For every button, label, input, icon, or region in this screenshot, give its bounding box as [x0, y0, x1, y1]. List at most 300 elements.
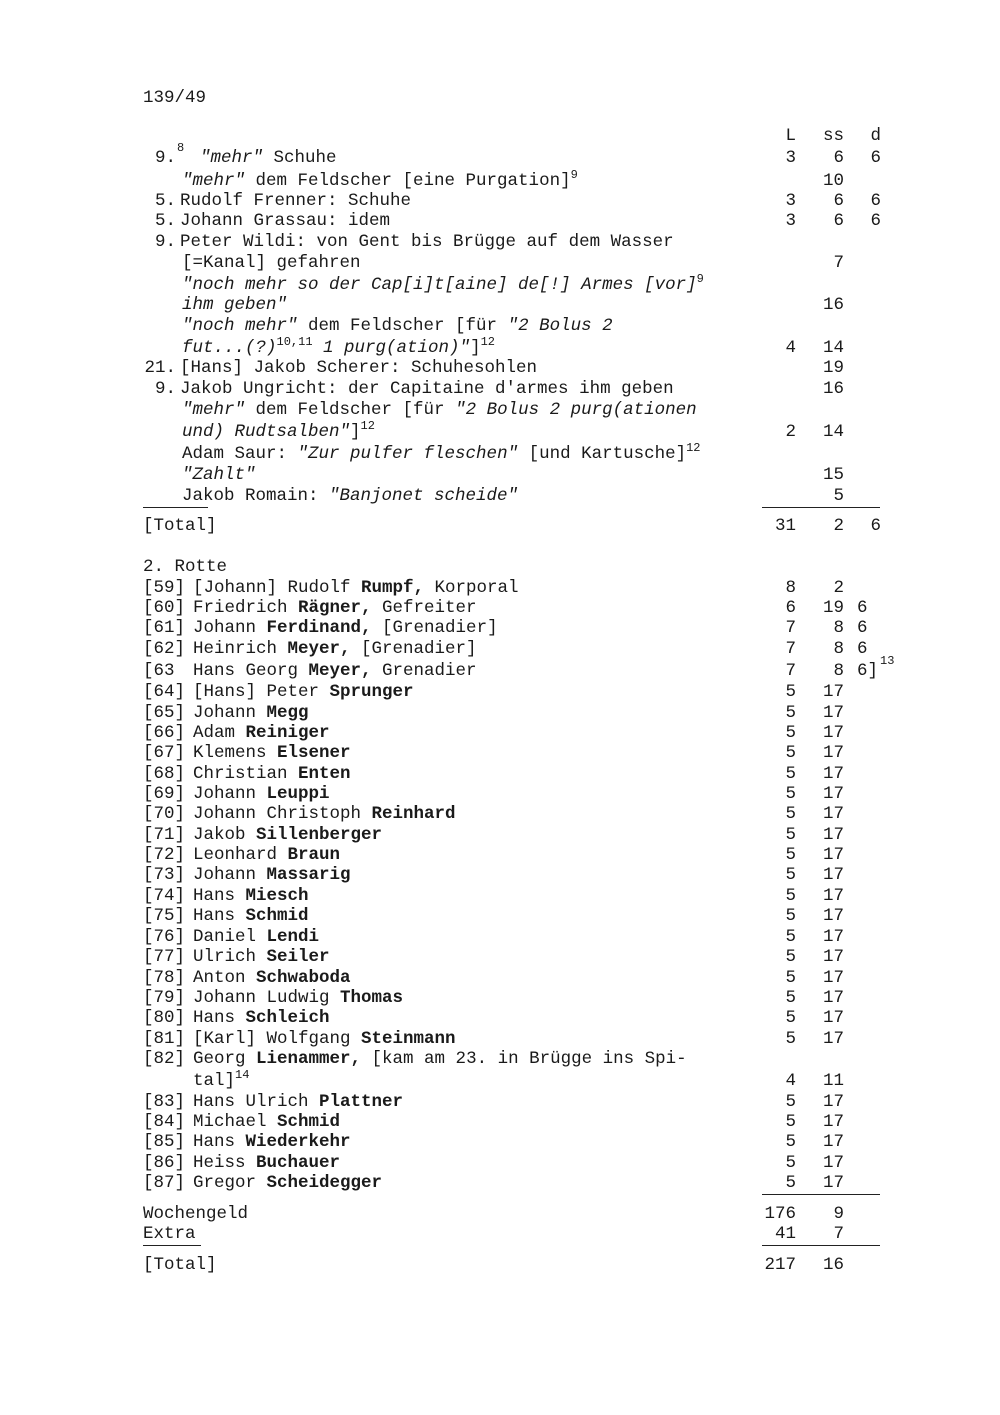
- entry-index-footnote: 8: [177, 141, 185, 155]
- roster-row: [0, 947, 1000, 967]
- entry-plain: dem Feldscher [für: [297, 316, 508, 336]
- entry-text: [182, 272, 704, 295]
- amount-d: 6: [870, 211, 881, 231]
- amount-L: 5: [785, 886, 796, 906]
- entry-text: [182, 441, 701, 464]
- entry-plain: dem Feldscher [eine Purgation]: [245, 171, 571, 191]
- roster-number: [69]: [143, 784, 186, 804]
- entry-italic: fut...(?): [182, 338, 277, 358]
- amount-L: 5: [785, 743, 796, 763]
- amount-ss: 6: [833, 211, 844, 231]
- roster-given-name: Johann: [193, 703, 267, 723]
- entry-row: [0, 232, 1000, 252]
- roster-number: [63: [143, 661, 175, 681]
- amount-L: 5: [785, 988, 796, 1008]
- roster-row: [0, 703, 1000, 723]
- roster-surname: Elsener: [277, 743, 351, 763]
- entry-row: [0, 191, 1000, 211]
- roster-row: [0, 598, 1000, 618]
- footnote-ref: 10,11: [276, 335, 313, 349]
- roster-number: [64]: [143, 682, 186, 702]
- roster-row: [0, 825, 1000, 845]
- roster-row: [0, 1173, 1000, 1193]
- entry-plain: ]: [350, 422, 361, 442]
- roster-number: [61]: [143, 618, 186, 638]
- roster-number: [83]: [143, 1092, 186, 1112]
- amount-L: 5: [785, 865, 796, 885]
- col-header-ss: ss: [822, 126, 844, 146]
- roster-surname: Lendi: [266, 927, 320, 947]
- entry-text: [180, 379, 674, 399]
- extra-ss: 7: [833, 1224, 844, 1244]
- amount-d: 6: [870, 148, 881, 168]
- roster-number: [85]: [143, 1132, 186, 1152]
- roster-surname: Meyer,: [308, 661, 372, 681]
- roster-surname: Schleich: [245, 1008, 330, 1028]
- roster-given-name: Georg: [193, 1049, 257, 1069]
- amount-ss: 8: [833, 661, 844, 681]
- roster-number: [60]: [143, 598, 186, 618]
- amount-L: 5: [785, 1092, 796, 1112]
- roster-name: [193, 906, 309, 926]
- entry-row: [0, 211, 1000, 231]
- entry-plain: ]: [470, 338, 481, 358]
- amount-ss: 17: [822, 825, 844, 845]
- amount-ss: 17: [822, 1132, 844, 1152]
- wochengeld-ss: 9: [833, 1204, 844, 1224]
- entry-text: [200, 148, 337, 168]
- amount-ss: 14: [822, 422, 844, 442]
- roster-number: [81]: [143, 1029, 186, 1049]
- amount-L: 4: [785, 338, 796, 358]
- entry-italic: "Zahlt": [182, 465, 256, 485]
- roster-given-name: Jakob: [193, 825, 257, 845]
- column-headers: [0, 126, 1000, 146]
- entry-italic: "2 Bolus 2 purg(ationen: [455, 400, 697, 420]
- roster-row: [0, 1008, 1000, 1028]
- roster-number: [82]: [143, 1049, 186, 1069]
- amount-ss: 17: [822, 1092, 844, 1112]
- entry-text: [180, 232, 674, 252]
- roster-row: [0, 764, 1000, 784]
- amount-L: 5: [785, 764, 796, 784]
- section2-total-label: [Total]: [143, 1255, 217, 1275]
- amount-ss: 10: [822, 171, 844, 191]
- roster-number: [80]: [143, 1008, 186, 1028]
- roster-surname: Buchauer: [256, 1153, 341, 1173]
- entry-text: [182, 465, 256, 485]
- roster-number: [66]: [143, 723, 186, 743]
- amount-ss: 6: [833, 148, 844, 168]
- roster-row: [0, 654, 1000, 681]
- amount-ss: 17: [822, 865, 844, 885]
- roster-name: [193, 825, 382, 845]
- extra-row: [0, 1224, 1000, 1244]
- amount-ss: 17: [822, 906, 844, 926]
- roster-surname: Sprunger: [329, 682, 414, 702]
- amount-L: 5: [785, 1029, 796, 1049]
- roster-row: [0, 886, 1000, 906]
- amount-L: 7: [785, 639, 796, 659]
- rule-left-1: [143, 507, 208, 508]
- roster-note: [kam am 23. in Brügge ins Spi-: [361, 1049, 687, 1069]
- amount-L: 5: [785, 845, 796, 865]
- amount-d: 6: [857, 639, 868, 659]
- roster-name: [193, 804, 456, 824]
- footnote-ref: 13: [880, 654, 895, 668]
- amount-L: 5: [785, 825, 796, 845]
- entry-row: [0, 486, 1000, 506]
- amount-L: 5: [785, 723, 796, 743]
- roster-surname: Seiler: [266, 947, 330, 967]
- roster-row: [0, 618, 1000, 638]
- amount-L: 5: [785, 703, 796, 723]
- roster-number: [87]: [143, 1173, 186, 1193]
- entry-plain: Adam Saur:: [182, 444, 298, 464]
- entry-plain: Rudolf Frenner: Schuhe: [180, 191, 412, 211]
- roster-row: [0, 578, 1000, 598]
- amount-L: 8: [785, 578, 796, 598]
- entry-row: [0, 168, 1000, 191]
- entry-row: [0, 358, 1000, 378]
- roster-number: [70]: [143, 804, 186, 824]
- extra-label: Extra: [143, 1224, 196, 1244]
- roster-role: [Grenadier]: [350, 639, 477, 659]
- roster-number: [73]: [143, 865, 186, 885]
- roster-surname: Steinmann: [361, 1029, 456, 1049]
- entry-text: [182, 295, 287, 315]
- entry-italic: ihm geben": [182, 295, 288, 315]
- roster-note-text: tal]: [193, 1071, 236, 1091]
- amount-ss: 17: [822, 804, 844, 824]
- roster-name: [193, 1008, 330, 1028]
- roster-given-name: Heiss: [193, 1153, 257, 1173]
- entry-italic: und) Rudtsalben": [182, 422, 351, 442]
- roster-name: [193, 1153, 340, 1173]
- amount-ss: 16: [822, 295, 844, 315]
- entry-index: 5.: [154, 211, 176, 231]
- roster-row: [0, 1112, 1000, 1132]
- roster-given-name: Ulrich: [193, 947, 267, 967]
- roster-name: [193, 578, 519, 598]
- roster-row: [0, 927, 1000, 947]
- roster-number: [71]: [143, 825, 186, 845]
- amount-ss: 17: [822, 784, 844, 804]
- entry-index: 9.: [154, 148, 176, 168]
- entry-italic: "mehr": [182, 400, 246, 420]
- roster-name: [193, 723, 330, 743]
- page-reference: 139/49: [143, 88, 207, 108]
- roster-name: [193, 927, 319, 947]
- entry-italic: "2 Bolus 2: [507, 316, 613, 336]
- entry-plain: Schuhe: [263, 148, 337, 168]
- roster-surname: Miesch: [245, 886, 309, 906]
- amount-ss: 6: [833, 191, 844, 211]
- roster-given-name: Hans Ulrich: [193, 1092, 320, 1112]
- amount-ss: 17: [822, 723, 844, 743]
- amount-ss: 17: [822, 845, 844, 865]
- entry-text: [180, 358, 537, 378]
- roster-row: [0, 804, 1000, 824]
- roster-surname: Schwaboda: [256, 968, 351, 988]
- roster-number: [86]: [143, 1153, 186, 1173]
- roster-name: [193, 845, 340, 865]
- amount-ss: 17: [822, 988, 844, 1008]
- amount-L: 5: [785, 1173, 796, 1193]
- roster-name: [193, 1112, 340, 1132]
- roster-name: [193, 661, 477, 681]
- entry-italic: "noch mehr": [182, 316, 298, 336]
- roster-name: [193, 1049, 687, 1069]
- entry-italic: "mehr": [182, 171, 246, 191]
- section1-total-L: 31: [774, 516, 796, 536]
- entry-index: 9.: [154, 232, 176, 252]
- entry-text: [180, 191, 411, 211]
- rule-right-3: [762, 1245, 880, 1246]
- roster-given-name: Anton: [193, 968, 257, 988]
- entry-text: [182, 168, 578, 191]
- entry-text: [182, 316, 613, 336]
- entry-plain: Jakob Romain:: [182, 486, 330, 506]
- roster-name: [193, 784, 330, 804]
- roster-number: [75]: [143, 906, 186, 926]
- entry-text: [180, 211, 390, 231]
- roster-given-name: Hans: [193, 906, 246, 926]
- section1-total-row: [0, 516, 1000, 536]
- roster-name: [193, 764, 351, 784]
- amount-L: 5: [785, 682, 796, 702]
- entry-text: [182, 253, 361, 273]
- section2-total-ss: 16: [822, 1255, 844, 1275]
- roster-role: Korporal: [424, 578, 519, 598]
- roster-given-name: [Hans] Peter: [193, 682, 330, 702]
- amount-ss: 17: [822, 764, 844, 784]
- roster-surname: Rägner,: [298, 598, 372, 618]
- roster-row: [0, 682, 1000, 702]
- roster-given-name: Daniel: [193, 927, 267, 947]
- amount-L: 5: [785, 927, 796, 947]
- roster-number: [59]: [143, 578, 186, 598]
- amount-L: 5: [785, 906, 796, 926]
- amount-ss: 17: [822, 886, 844, 906]
- roster-role: [Grenadier]: [371, 618, 498, 638]
- section1-total-label: [Total]: [143, 516, 217, 536]
- roster-row: [0, 639, 1000, 659]
- entry-text: [182, 335, 495, 358]
- entry-plain: [und Kartusche]: [518, 444, 687, 464]
- roster-row: [0, 723, 1000, 743]
- amount-ss: 19: [822, 358, 844, 378]
- entry-plain: Jakob Ungricht: der Capitaine d'armes ihm geben: [180, 379, 674, 399]
- roster-surname: Reiniger: [245, 723, 330, 743]
- amount-ss: 14: [822, 338, 844, 358]
- entry-italic: "Zur pulfer fleschen": [297, 444, 519, 464]
- roster-given-name: Hans: [193, 886, 246, 906]
- amount-ss: 8: [833, 618, 844, 638]
- amount-ss: 17: [822, 947, 844, 967]
- amount-ss: 16: [822, 379, 844, 399]
- roster-surname: Massarig: [266, 865, 351, 885]
- roster-row: [0, 906, 1000, 926]
- roster-name: [193, 865, 351, 885]
- entry-row: [0, 272, 1000, 295]
- roster-number: [76]: [143, 927, 186, 947]
- roster-row: [0, 1029, 1000, 1049]
- roster-given-name: Heinrich: [193, 639, 288, 659]
- roster-given-name: Johann Ludwig: [193, 988, 341, 1008]
- roster-name: [193, 1132, 351, 1152]
- roster-name: [193, 703, 309, 723]
- entry-plain: dem Feldscher [für: [245, 400, 456, 420]
- amount-L: 2: [785, 422, 796, 442]
- roster-name: [193, 682, 414, 702]
- roster-row: [0, 865, 1000, 885]
- entry-italic: "mehr": [200, 148, 264, 168]
- roster-row: [0, 1132, 1000, 1152]
- roster-name: [193, 1029, 456, 1049]
- roster-note-continuation: [193, 1068, 250, 1091]
- roster-role: Grenadier: [371, 661, 477, 681]
- roster-row: [0, 1153, 1000, 1173]
- roster-number: [65]: [143, 703, 186, 723]
- roster-number: [68]: [143, 764, 186, 784]
- entry-row: [0, 379, 1000, 399]
- amount-ss: 17: [822, 1029, 844, 1049]
- amount-ss: 17: [822, 1173, 844, 1193]
- roster-given-name: Gregor: [193, 1173, 267, 1193]
- entry-plain: Johann Grassau: idem: [180, 211, 391, 231]
- roster-name: [193, 639, 477, 659]
- footnote-ref: 12: [360, 419, 375, 433]
- roster-surname: Schmid: [245, 906, 309, 926]
- section2-heading: 2. Rotte: [143, 557, 228, 577]
- roster-row: [0, 988, 1000, 1008]
- amount-ss: 2: [833, 578, 844, 598]
- section2-total-row: [0, 1255, 1000, 1275]
- roster-given-name: Klemens: [193, 743, 278, 763]
- roster-number: [67]: [143, 743, 186, 763]
- amount-d: 6: [857, 618, 868, 638]
- amount-ss: 5: [833, 486, 844, 506]
- roster-row: [0, 845, 1000, 865]
- footnote-ref: 9: [696, 272, 704, 286]
- section1-total-ss: 2: [833, 516, 844, 536]
- entry-row: [0, 441, 1000, 464]
- entry-index: 21.: [144, 358, 176, 378]
- amount-ss: 19: [822, 598, 844, 618]
- entry-text: [182, 400, 697, 420]
- roster-name: [193, 947, 330, 967]
- roster-surname: Sillenberger: [256, 825, 383, 845]
- roster-given-name: Johann: [193, 865, 267, 885]
- amount-ss: 15: [822, 465, 844, 485]
- roster-surname: Enten: [298, 764, 351, 784]
- roster-name: [193, 1092, 403, 1112]
- amount-ss: 17: [822, 1112, 844, 1132]
- amount-ss: 17: [822, 703, 844, 723]
- roster-number: [62]: [143, 639, 186, 659]
- amount-ss: 17: [822, 927, 844, 947]
- roster-name: [193, 1173, 382, 1193]
- rule-right-2: [762, 1194, 880, 1195]
- roster-number: [78]: [143, 968, 186, 988]
- roster-surname: Wiederkehr: [245, 1132, 351, 1152]
- roster-surname: Leuppi: [266, 784, 330, 804]
- roster-given-name: Johann Christoph: [193, 804, 372, 824]
- entry-italic: "Banjonet scheide": [329, 486, 519, 506]
- roster-row: [0, 784, 1000, 804]
- roster-number: [74]: [143, 886, 186, 906]
- entry-row: [0, 295, 1000, 315]
- roster-name: [193, 743, 351, 763]
- roster-surname: Schmid: [277, 1112, 341, 1132]
- entry-text: [182, 486, 518, 506]
- amount-L: 7: [785, 661, 796, 681]
- roster-surname: Lienammer,: [256, 1049, 362, 1069]
- amount-d: 6: [870, 191, 881, 211]
- amount-L: 3: [785, 148, 796, 168]
- entry-plain: [Hans] Jakob Scherer: Schuhesohlen: [180, 358, 538, 378]
- entry-plain: Peter Wildi: von Gent bis Brügge auf dem Wasser: [180, 232, 674, 252]
- entry-row: [0, 400, 1000, 420]
- roster-given-name: Michael: [193, 1112, 278, 1132]
- roster-name: [193, 968, 351, 988]
- entry-italic: "noch mehr so der Cap[i]t[aine] de[!] Armes [vor]: [182, 275, 697, 295]
- roster-number: [79]: [143, 988, 186, 1008]
- roster-row-continuation: [0, 1068, 1000, 1091]
- amount-ss: 17: [822, 1008, 844, 1028]
- footnote-ref: 9: [570, 168, 578, 182]
- amount-L: 5: [785, 1008, 796, 1028]
- wochengeld-L: 176: [764, 1204, 796, 1224]
- entry-row: [0, 335, 1000, 358]
- entry-italic: 1 purg(ation)": [312, 338, 471, 358]
- roster-surname: Reinhard: [371, 804, 456, 824]
- entry-row: [0, 465, 1000, 485]
- roster-given-name: [Johann] Rudolf: [193, 578, 362, 598]
- rule-left-2: [143, 1245, 201, 1246]
- amount-ss: 11: [822, 1071, 844, 1091]
- roster-name: [193, 618, 498, 638]
- entry-plain: [=Kanal] gefahren: [182, 253, 361, 273]
- amount-d: 6: [857, 598, 868, 618]
- amount-ss: 17: [822, 743, 844, 763]
- amount-L: 5: [785, 1112, 796, 1132]
- roster-surname: Scheidegger: [266, 1173, 383, 1193]
- amount-L: 5: [785, 1153, 796, 1173]
- roster-row: [0, 1049, 1000, 1069]
- amount-L: 3: [785, 191, 796, 211]
- roster-surname: Meyer,: [287, 639, 351, 659]
- amount-d: 6]: [857, 661, 879, 681]
- roster-given-name: Christian: [193, 764, 299, 784]
- amount-L: 4: [785, 1071, 796, 1091]
- entry-text: [182, 419, 375, 442]
- amount-L: 5: [785, 784, 796, 804]
- roster-name: [193, 598, 477, 618]
- roster-surname: Megg: [266, 703, 309, 723]
- amount-L: 5: [785, 947, 796, 967]
- wochengeld-label: Wochengeld: [143, 1204, 249, 1224]
- roster-given-name: Hans: [193, 1132, 246, 1152]
- roster-given-name: Adam: [193, 723, 246, 743]
- entry-row: [0, 253, 1000, 273]
- roster-number: [77]: [143, 947, 186, 967]
- amount-L: 7: [785, 618, 796, 638]
- footnote-ref: 12: [686, 441, 701, 455]
- amount-L: 5: [785, 968, 796, 988]
- entry-index: 9.: [154, 379, 176, 399]
